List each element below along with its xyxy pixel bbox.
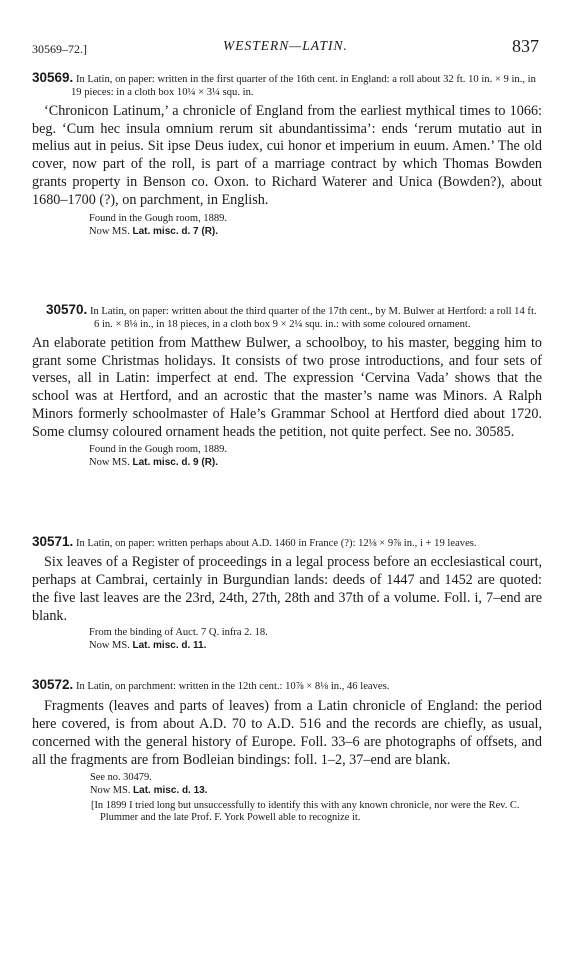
entry-provenance: Found in the Gough room, 1889. (89, 213, 227, 225)
entry-physical-description: In Latin, on paper: written in the first quarter of the 16th cent. in England: a roll about 32 ft. 10 in. × 9 in., in 19 pieces: in a cloth box 10¼ × 3¼ squ. in. (71, 74, 536, 98)
entry-heading (32, 304, 542, 332)
shelfmark: Lat. misc. d. 13. (133, 785, 208, 797)
entry-number: 30570. (46, 302, 88, 317)
entry-number: 30572. (32, 677, 74, 692)
entry-30569 (32, 72, 542, 239)
entry-bracketed-note: [In 1899 I tried long but unsuccessfully to identify this with any known chronicle, nor were the Rev. C. Plummer and the late Prof. F. York Powell able to recognize it. (91, 799, 520, 824)
shelfmark: Lat. misc. d. 7 (R). (132, 225, 219, 237)
entry-description: ‘Chronicon Latinum,’ a chronicle of England from the earliest mythical times to 1066: beg. ‘Cum hec insula omnium rerum sit abundantissima’: ends ‘rerum mutatio aut in melius aut in peius. Sit ipse Deus iudex, cui honor et imperium in euum. Amen.’ The old cover, now part of the roll, is part of a marriage contract by which Thomas Bowden grants property in Benson co. Oxon. to Richard Waterer and Unica (Bowden?), about 1680–1700 (?), on parchment, in English. (32, 102, 542, 209)
entry-shelfmark-line (32, 785, 542, 798)
entry-heading (32, 536, 542, 551)
entry-provenance: From the binding of Auct. 7 Q. infra 2. 18. (89, 627, 268, 639)
entry-30570 (32, 304, 542, 470)
shelfmark: Lat. misc. d. 11. (132, 640, 207, 652)
entry-description: Six leaves of a Register of proceedings in a legal process before an ecclesiastical court, perhaps at Cambrai, certainly in Burgundian lands: deeds of 1447 and 1452 are quoted: the five last leaves are the 23rd, 24th, 27th, 28th and 37th of a volume. Foll. i, 7–end are blank. (32, 553, 542, 624)
entry-description: An elaborate petition from Matthew Bulwer, a schoolboy, to his master, begging him to grant some Christmas holidays. It consists of two prose introductions, and four sets of verses, all in Latin: imperfect at end. The expression ‘Cervina Vada’ shows that the school was at Hertford, and an acrostic that the master’s name was Minors. A Ralph Minors formerly schoolmaster of Hale’s Grammar School at Hertford died about 1720. Some clumsy coloured ornament heads the petition, not quite perfect. See no. 30585. (32, 334, 542, 441)
page-number: 837 (512, 36, 539, 56)
entry-heading (32, 679, 542, 694)
shelfmark-prefix: Now MS. (89, 640, 130, 652)
shelfmark-prefix: Now MS. (90, 785, 131, 797)
entry-shelfmark-line (32, 640, 542, 653)
entry-shelfmark-line (32, 457, 542, 470)
entry-number: 30571. (32, 534, 74, 549)
entry-description: Fragments (leaves and parts of leaves) from a Latin chronicle of England: the period here covered, is from about A.D. 70 to A.D. 516 and the records are chiefly, as usual, concerned with the general history of Europe. Foll. 33–6 are photographs of offsets, and all the fragments are from Bodleian bindings: foll. 1–2, 37–end are blank. (32, 697, 542, 768)
entry-30571 (32, 536, 542, 653)
entry-30572 (32, 679, 542, 825)
shelfmark: Lat. misc. d. 9 (R). (132, 456, 219, 468)
entry-physical-description: In Latin, on paper: written perhaps about A.D. 1460 in France (?): 12⅛ × 9⅞ in., i + 19 leaves. (75, 538, 477, 549)
entry-number: 30569. (32, 70, 74, 85)
entry-physical-description: In Latin, on parchment: written in the 12th cent.: 10⅞ × 8⅛ in., 46 leaves. (75, 681, 390, 692)
header-title: WESTERN—LATIN. (223, 38, 348, 53)
shelfmark-prefix: Now MS. (89, 225, 130, 237)
entry-cross-reference: See no. 30479. (90, 772, 152, 784)
entry-shelfmark-line (32, 226, 542, 239)
entry-heading (32, 72, 542, 100)
running-header (32, 38, 539, 60)
header-range: 30569–72.] (32, 42, 87, 56)
entry-provenance: Found in the Gough room, 1889. (89, 444, 227, 456)
shelfmark-prefix: Now MS. (89, 456, 130, 468)
entry-physical-description: In Latin, on paper: written about the third quarter of the 17th cent., by M. Bulwer at Hertford: a roll 14 ft. 6 in. × 8⅛ in., in 18 pieces, in a cloth box 9 × 2¼ squ. in.: with some coloured ornament. (89, 306, 537, 330)
